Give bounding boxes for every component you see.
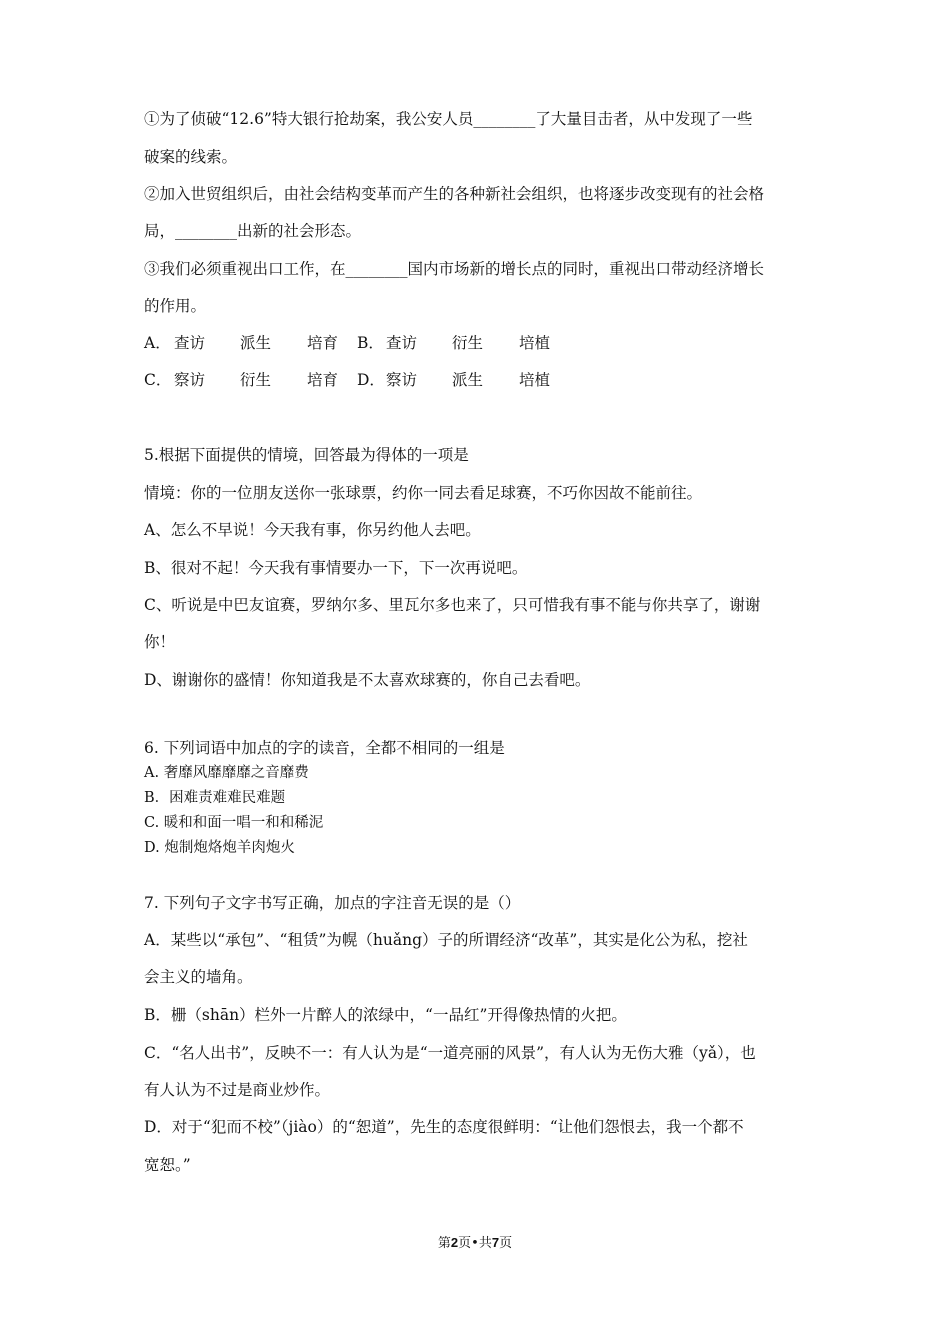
q6-option-c: C. 暖和和面一唱一和和稀泥 bbox=[144, 815, 324, 831]
q7-option-d-line-1: D．对于“犯而不校”（jiào）的“恕道”，先生的态度很鲜明：“让他们怨恨去，我一个都不 bbox=[144, 1118, 744, 1136]
q4-sentence-3-line-2: 的作用。 bbox=[144, 297, 207, 315]
q5-option-b: B、很对不起！今天我有事情要办一下，下一次再说吧。 bbox=[144, 559, 528, 577]
option-word-3: 培育 bbox=[307, 371, 339, 389]
q4-sentence-2-line-2: 局，________出新的社会形态。 bbox=[144, 222, 362, 240]
option-word-1: 察访 bbox=[174, 371, 206, 389]
q4-sentence-3-line-1: ③我们必须重视出口工作，在________国内市场新的增长点的同时，重视出口带动经济增长 bbox=[144, 260, 765, 278]
q5-stem: 5.根据下面提供的情境，回答最为得体的一项是 bbox=[144, 446, 469, 464]
option-word-3: 培植 bbox=[519, 371, 551, 389]
q7-option-a-line-2: 会主义的墙角。 bbox=[144, 968, 253, 986]
footer-suffix: 页 bbox=[499, 1236, 513, 1251]
option-word-2: 衍生 bbox=[452, 334, 484, 352]
footer-middle: 页•共 bbox=[458, 1236, 492, 1251]
q5-option-c-line-1: C、听说是中巴友谊赛，罗纳尔多、里瓦尔多也来了，只可惜我有事不能与你共享了，谢谢 bbox=[144, 596, 761, 614]
total-pages-number: 7 bbox=[491, 1235, 500, 1250]
q7-option-d-line-2: 宽恕。” bbox=[144, 1156, 191, 1174]
q6-option-b: B．困难责难难民难题 bbox=[144, 790, 286, 806]
current-page-number: 2 bbox=[450, 1235, 459, 1250]
q7-option-c-line-2: 有人认为不过是商业炒作。 bbox=[144, 1081, 331, 1099]
q6-option-d: D. 炮制炮烙炮羊肉炮火 bbox=[144, 840, 295, 856]
q7-stem: 7. 下列句子文字书写正确，加点的字注音无误的是（） bbox=[144, 894, 521, 912]
q7-option-b: B．栅（shān）栏外一片醉人的浓绿中，“一品红”开得像热情的火把。 bbox=[144, 1006, 627, 1024]
option-word-1: 查访 bbox=[174, 334, 206, 352]
option-word-3: 培育 bbox=[307, 334, 339, 352]
page-footer bbox=[0, 1234, 950, 1253]
option-word-2: 派生 bbox=[240, 334, 272, 352]
footer-prefix: 第 bbox=[437, 1236, 451, 1251]
option-label: D． bbox=[357, 371, 385, 389]
option-word-3: 培植 bbox=[519, 334, 551, 352]
q7-option-c-line-1: C．“名人出书”，反映不一：有人认为是“一道亮丽的风景”，有人认为无伤大雅（yǎ），也 bbox=[144, 1044, 756, 1062]
q4-sentence-2-line-1: ②加入世贸组织后，由社会结构变革而产生的各种新社会组织，也将逐步改变现有的社会格 bbox=[144, 185, 765, 203]
q7-option-a-line-1: A．某些以“承包”、“租赁”为幌（huǎng）子的所谓经济“改革”，其实是化公为私，挖社 bbox=[144, 931, 748, 949]
option-label: C． bbox=[144, 371, 172, 389]
q4-sentence-1-line-2: 破案的线索。 bbox=[144, 148, 238, 166]
q5-option-c-line-2: 你！ bbox=[144, 633, 176, 651]
option-word-1: 查访 bbox=[386, 334, 418, 352]
q5-option-d: D、谢谢你的盛情！你知道我是不太喜欢球赛的，你自己去看吧。 bbox=[144, 671, 591, 689]
option-label: A． bbox=[144, 334, 171, 352]
q5-option-a: A、怎么不早说！今天我有事，你另约他人去吧。 bbox=[144, 521, 481, 539]
q6-stem: 6. 下列词语中加点的字的读音，全都不相同的一组是 bbox=[144, 739, 505, 757]
option-label: B． bbox=[357, 334, 384, 352]
q5-context: 情境：你的一位朋友送你一张球票，约你一同去看足球赛，不巧你因故不能前往。 bbox=[144, 484, 703, 502]
q6-option-a: A. 奢靡风靡靡靡之音靡费 bbox=[144, 765, 309, 781]
option-word-2: 衍生 bbox=[240, 371, 272, 389]
option-word-2: 派生 bbox=[452, 371, 484, 389]
option-word-1: 察访 bbox=[386, 371, 418, 389]
q4-sentence-1-line-1: ①为了侦破“12.6”特大银行抢劫案，我公安人员________了大量目击者，从中发现了一些 bbox=[144, 110, 753, 128]
